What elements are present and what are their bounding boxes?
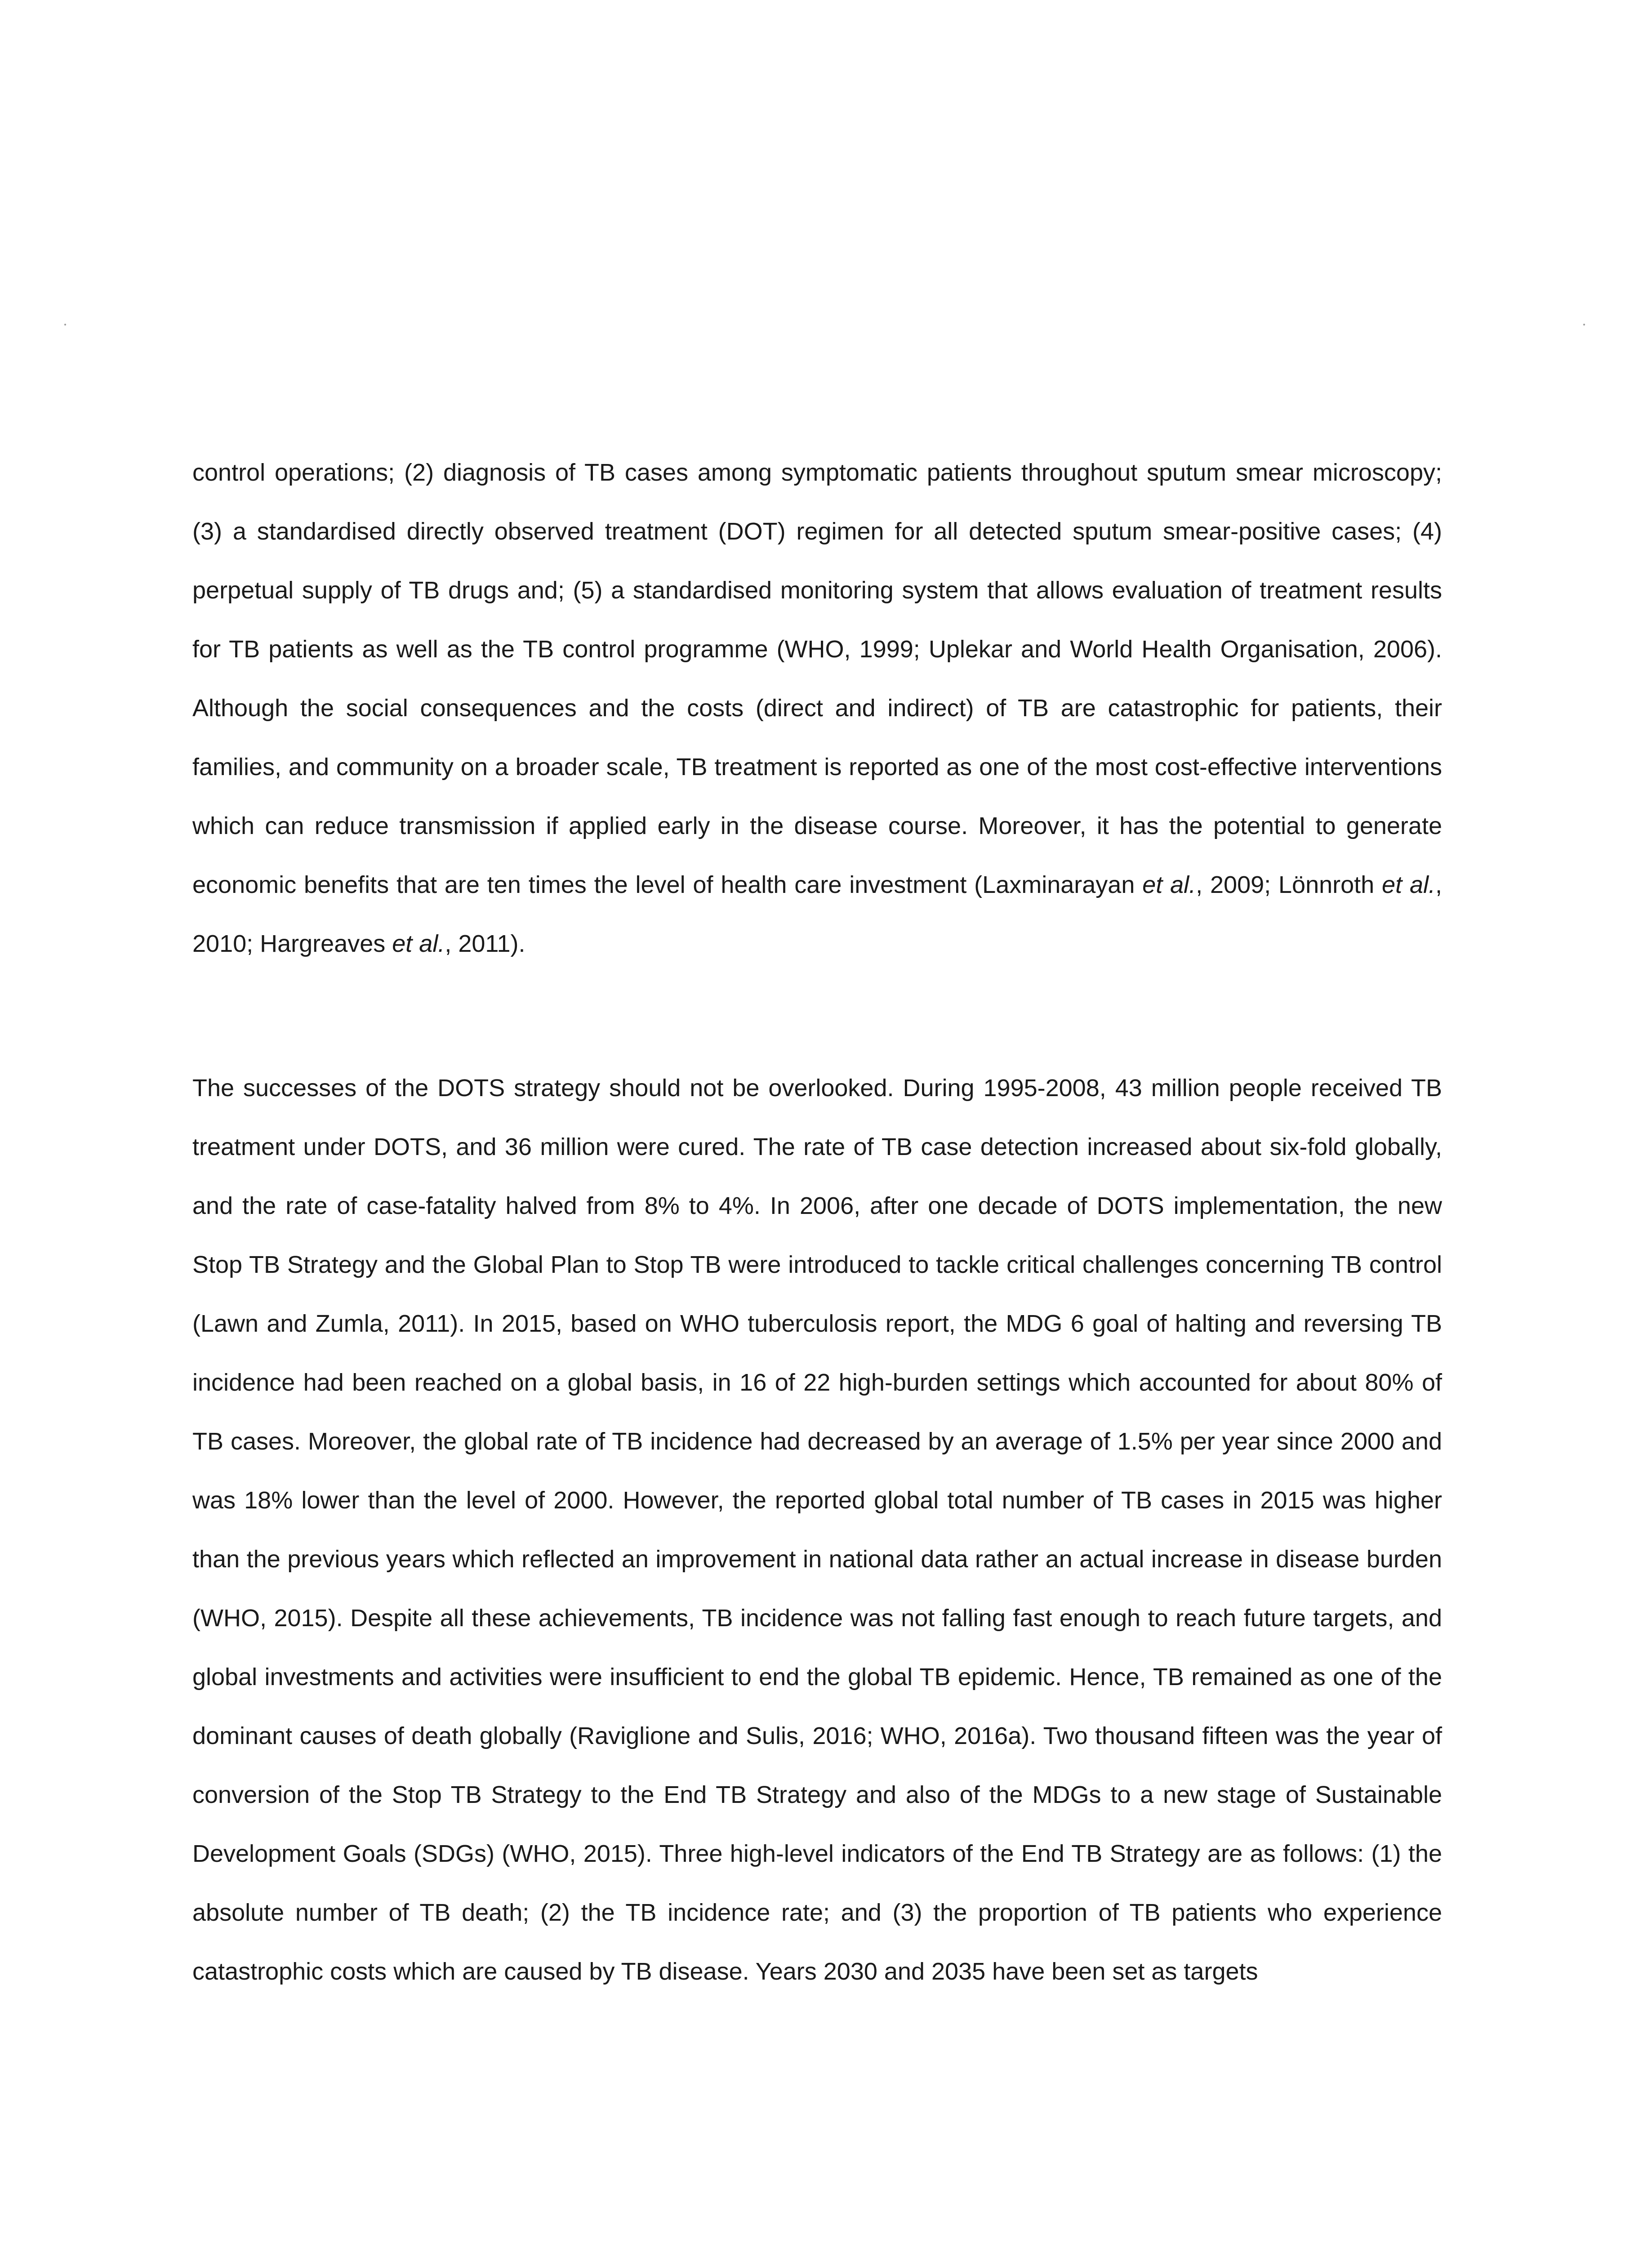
paragraph-1-text-a: control operations; (2) diagnosis of TB cases among symptomatic patients throughout sputum smear microscopy; (3) a standardised directly observed treatment (DOT) regimen for all detected sputum smear-positive cases; (4) perpetual supply of TB drugs and; (5) a standardised monitoring system that allows evaluation of treatment results for TB patients as well as the TB control programme (WHO, 1999; Uplekar and World Health Organisation, 2006). Although the social consequences and the costs (direct and indirect) of TB are catastrophic for patients, their families, and community on a broader scale, TB treatment is reported as one of the most cost-effective interventions which can reduce transmission if applied early in the disease course. Moreover, it has the potential to generate economic benefits that are ten times the level of health care investment (Laxminarayan: [192, 459, 1442, 898]
et-al-citation-3: et al.: [392, 930, 445, 957]
paragraph-text: The successes of the DOTS strategy should not be overlooked. During 1995-2008, 43 million people received TB treatment under DOTS, and 36 million were cured. The rate of TB case detection increased about six-fold globally, and the rate of case-fatality halved from 8% to 4%. In 2006, after one decade of DOTS implementation, the new Stop TB Strategy and the Global Plan to Stop TB were introduced to tackle critical challenges concerning TB control (Lawn and Zumla, 2011). In 2015, based on WHO tuberculosis report, the MDG 6 goal of halting and reversing TB incidence had been reached on a global basis, in 16 of 22 high-burden settings which accounted for about 80% of TB cases. Moreover, the global rate of TB incidence had decreased by an average of 1.5% per year since 2000 and was 18% lower than the level of 2000. However, the reported global total number of TB cases in 2015 was higher than the previous years which reflected an improvement in national data rather an actual increase in disease burden (WHO, 2015). Despite all these achievements, TB incidence was not falling fast enough to reach future targets, and global investments and activities were insufficient to end the global TB epidemic. Hence, TB remained as one of the dominant causes of death globally (Raviglione and Sulis, 2016; WHO, 2016a). Two thousand fifteen was the year of conversion of the Stop TB Strategy to the End TB Strategy and also of the MDGs to a new stage of Sustainable Development Goals (SDGs) (WHO, 2015). Three high-level indicators of the End TB Strategy are as follows: (1) the absolute number of TB death; (2) the TB incidence rate; and (3) the proportion of TB patients who experience catastrophic costs which are caused by TB disease. Years 2030 and 2035 have been set as targets: [192, 1075, 1442, 1985]
et-al-citation-1: et al.: [1142, 871, 1196, 898]
scan-mark-left: [64, 324, 66, 326]
paragraph-1-text-d: , 2011).: [445, 930, 525, 957]
body-paragraph-1: [192, 443, 1442, 973]
scan-mark-right: [1583, 324, 1585, 326]
paragraph-1-text-c: , 2010; Hargreaves: [192, 871, 1442, 957]
body-paragraph-2: [192, 1059, 1442, 2001]
paragraph-1-text-b: , 2009; Lönnroth: [1196, 871, 1382, 898]
et-al-citation-2: et al.: [1382, 871, 1435, 898]
paragraph-text: [192, 443, 1442, 973]
